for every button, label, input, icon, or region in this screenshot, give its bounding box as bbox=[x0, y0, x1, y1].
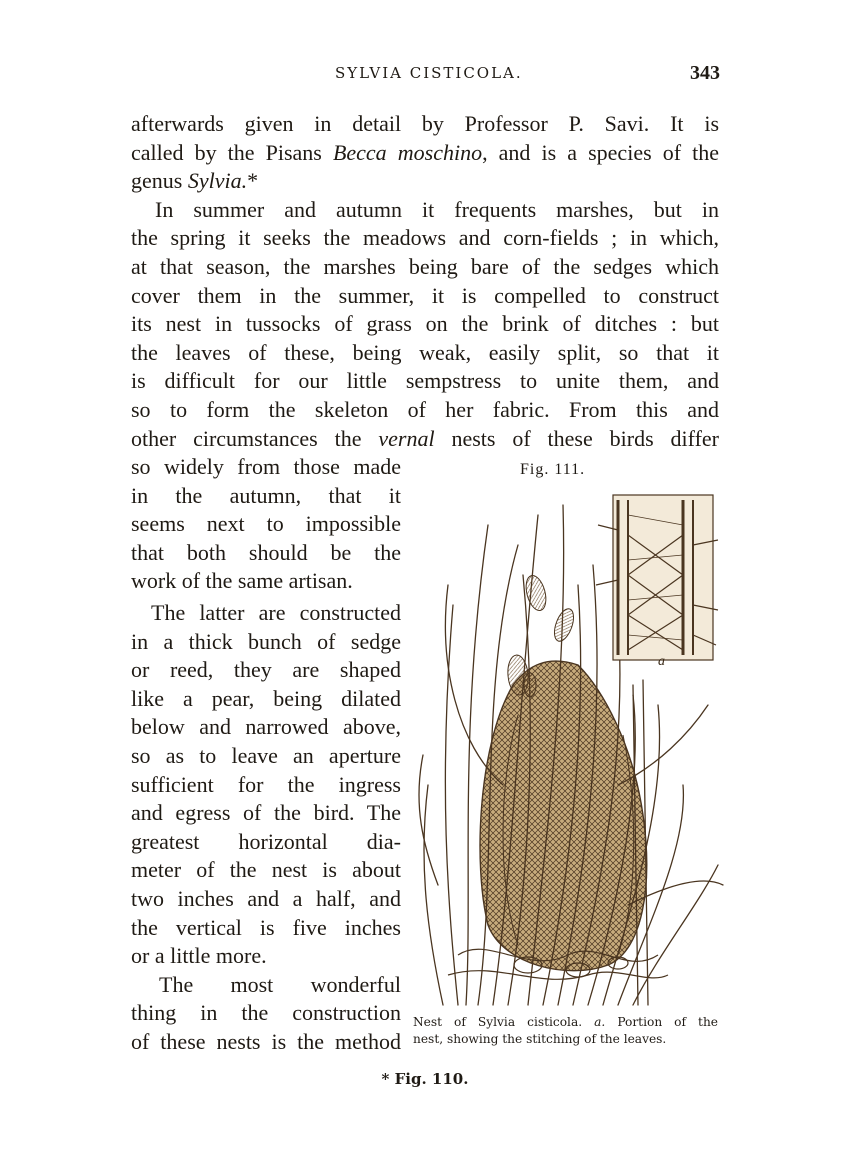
text-line bbox=[131, 167, 719, 196]
text-line: or a little more. bbox=[131, 943, 267, 969]
caption-line bbox=[413, 1014, 718, 1031]
text-line: so to form the skeleton of her fabric. From this and bbox=[131, 396, 719, 422]
text-line: or reed, they are shaped bbox=[131, 657, 401, 683]
caption-text: Portion of the bbox=[617, 1015, 719, 1029]
text-line: sufficient for the ingress bbox=[131, 771, 401, 797]
text-line: greatest horizontal dia- bbox=[131, 828, 401, 854]
text-line: that both should be the bbox=[131, 539, 401, 565]
caption-text: Nest of Sylvia cisticola. bbox=[413, 1015, 583, 1029]
text-line: The most wonderful bbox=[159, 971, 401, 997]
text-line: meter of the nest is about bbox=[131, 857, 401, 883]
text-line: the spring it seeks the meadows and corn-fields ; in which, bbox=[131, 225, 719, 251]
text-line: seems next to impossible bbox=[131, 511, 401, 537]
text-run: nests of these birds differ bbox=[434, 425, 719, 451]
page-number: 343 bbox=[690, 62, 720, 84]
text-line: is difficult for our little sempstress to unite them, and bbox=[131, 368, 719, 394]
body-text-full-width bbox=[131, 110, 719, 453]
text-line: at that season, the marshes being bare of the sedges which bbox=[131, 253, 719, 279]
text-line: so widely from those made bbox=[131, 454, 401, 479]
page-header bbox=[130, 62, 720, 92]
text-line: The latter are constructed bbox=[151, 599, 401, 625]
text-run: other circumstances the bbox=[131, 425, 379, 451]
caption-letter: a. bbox=[594, 1015, 606, 1029]
footnote-mark: * bbox=[247, 168, 259, 194]
caption-line: nest, showing the stitching of the leaves. bbox=[413, 1032, 667, 1046]
text-line: cover them in the summer, it is compelled to construct bbox=[131, 282, 719, 308]
text-line: two inches and a half, and bbox=[131, 885, 401, 911]
figure-label: Fig. 111. bbox=[520, 461, 586, 478]
text-line: its nest in tussocks of grass on the brink of ditches : but bbox=[131, 311, 719, 337]
text-line: and egress of the bird. The bbox=[131, 800, 401, 826]
body-text-column bbox=[131, 453, 401, 1056]
nest-engraving bbox=[418, 485, 728, 1010]
italic-term: Becca moschino bbox=[332, 139, 483, 165]
text-line: like a pear, being dilated bbox=[131, 685, 401, 711]
nest-illustration bbox=[418, 485, 728, 1010]
text-line bbox=[131, 139, 719, 168]
italic-term: vernal bbox=[378, 425, 435, 451]
inset-letter: a bbox=[658, 654, 665, 669]
text-run: genus bbox=[131, 168, 188, 194]
figure-caption bbox=[413, 1014, 718, 1048]
text-line: so as to leave an aperture bbox=[131, 742, 401, 768]
text-line: in a thick bunch of sedge bbox=[131, 628, 401, 654]
text-run: called by the Pisans bbox=[131, 139, 333, 165]
running-head: SYLVIA CISTICOLA. bbox=[335, 64, 523, 82]
text-line bbox=[131, 425, 719, 454]
nest-body bbox=[480, 661, 647, 971]
text-line: the leaves of these, being weak, easily split, so that it bbox=[131, 339, 719, 365]
text-line: thing in the construction bbox=[131, 1000, 401, 1026]
text-line: afterwards given in detail by Professor P. Savi. It is bbox=[131, 111, 719, 136]
text-line: In summer and autumn it frequents marshes, but in bbox=[155, 196, 719, 222]
text-line: in the autumn, that it bbox=[131, 482, 401, 508]
footnote: * Fig. 110. bbox=[381, 1070, 469, 1088]
text-line: the vertical is five inches bbox=[131, 914, 401, 940]
text-run: , and is a species of the bbox=[482, 139, 719, 165]
stitching-inset bbox=[596, 495, 718, 660]
text-line: work of the same artisan. bbox=[131, 568, 353, 594]
text-line: of these nests is the method bbox=[131, 1028, 401, 1054]
italic-term: Sylvia. bbox=[187, 168, 248, 194]
text-line: below and narrowed above, bbox=[131, 714, 401, 740]
